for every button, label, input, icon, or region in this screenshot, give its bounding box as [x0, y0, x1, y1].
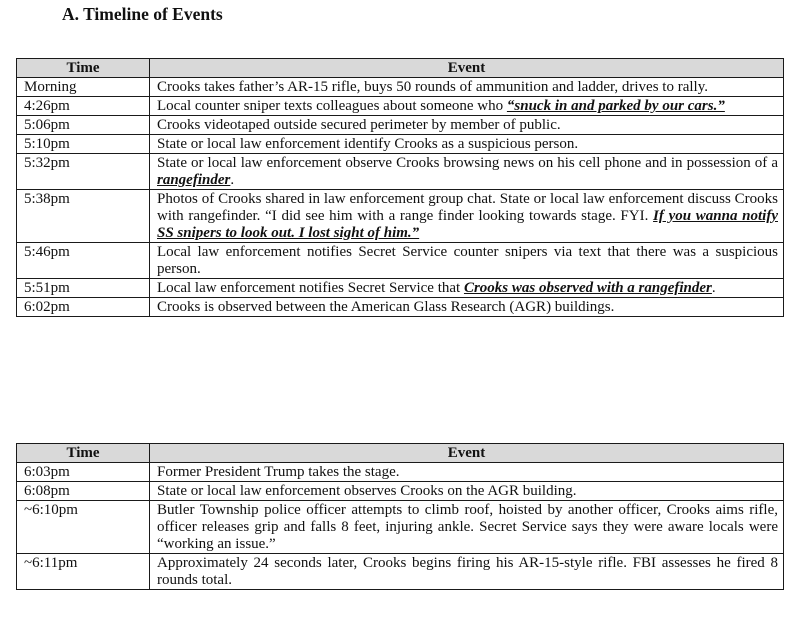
event-text: Crooks takes father’s AR-15 rifle, buys 50 rounds of ammunition and ladder, drives to rally.: [157, 79, 708, 95]
event-cell: [150, 279, 784, 298]
time-cell: 5:51pm: [17, 279, 150, 298]
time-column-header: Time: [17, 444, 150, 463]
event-text: Crooks is observed between the American Glass Research (AGR) buildings.: [157, 299, 615, 315]
table-row: [17, 501, 784, 554]
table-row: [17, 154, 784, 190]
event-cell: [150, 463, 784, 482]
time-cell: 5:38pm: [17, 190, 150, 243]
time-cell: 5:32pm: [17, 154, 150, 190]
event-column-header: Event: [150, 59, 784, 78]
event-text: Local counter sniper texts colleagues about someone who: [157, 98, 507, 114]
event-cell: [150, 97, 784, 116]
timeline-table-1: [16, 58, 784, 317]
event-cell: [150, 135, 784, 154]
time-cell: 5:06pm: [17, 116, 150, 135]
emphasized-quote: rangefinder: [157, 172, 231, 188]
event-cell: [150, 243, 784, 279]
header-row: [17, 444, 784, 463]
time-cell: 4:26pm: [17, 97, 150, 116]
event-text: Local law enforcement notifies Secret Service counter snipers via text that there was a suspicious person.: [157, 244, 778, 277]
time-column-header: Time: [17, 59, 150, 78]
table-row: [17, 482, 784, 501]
event-text: State or local law enforcement observe Crooks browsing news on his cell phone and in possession of a: [157, 155, 778, 171]
event-text: .: [711, 280, 716, 296]
time-cell: 5:46pm: [17, 243, 150, 279]
event-text: Crooks videotaped outside secured perimeter by member of public.: [157, 117, 561, 133]
timeline-table-2: [16, 443, 784, 590]
table-row: [17, 190, 784, 243]
event-text: Approximately 24 seconds later, Crooks begins firing his AR-15-style rifle. FBI assesses he fired 8 rounds total.: [157, 555, 778, 588]
event-cell: [150, 501, 784, 554]
emphasized-quote: Crooks was observed with a rangefinder: [463, 280, 712, 296]
time-cell: 6:02pm: [17, 298, 150, 317]
event-cell: [150, 78, 784, 97]
time-cell: Morning: [17, 78, 150, 97]
time-cell: ~6:11pm: [17, 554, 150, 590]
section-title: A. Timeline of Events: [62, 4, 223, 24]
timeline-table-1-body: [17, 78, 784, 317]
time-cell: ~6:10pm: [17, 501, 150, 554]
time-cell: 6:08pm: [17, 482, 150, 501]
event-text: Former President Trump takes the stage.: [157, 464, 400, 480]
table-row: [17, 463, 784, 482]
event-cell: [150, 554, 784, 590]
event-text: .: [230, 172, 235, 188]
emphasized-quote: If you wanna notify SS snipers to look out. I lost sight of him.”: [157, 208, 778, 241]
event-text: Butler Township police officer attempts to climb roof, hoisted by another officer, Crooks aims rifle, officer releases grip and falls 8 feet, injuring ankle. Secret Service says they were aware locals were “working an issue.”: [157, 502, 778, 552]
event-cell: [150, 482, 784, 501]
table-row: [17, 97, 784, 116]
event-text: Local law enforcement notifies Secret Service that: [157, 280, 464, 296]
time-cell: 5:10pm: [17, 135, 150, 154]
timeline-table-2-body: [17, 463, 784, 590]
time-cell: 6:03pm: [17, 463, 150, 482]
event-text: State or local law enforcement observes Crooks on the AGR building.: [157, 483, 577, 499]
table-row: [17, 554, 784, 590]
table-row: [17, 298, 784, 317]
table-row: [17, 135, 784, 154]
event-cell: [150, 154, 784, 190]
table-row: [17, 279, 784, 298]
event-cell: [150, 298, 784, 317]
event-cell: [150, 190, 784, 243]
table-row: [17, 78, 784, 97]
emphasized-quote: “snuck in and parked by our cars.”: [506, 98, 725, 114]
header-row: [17, 59, 784, 78]
table-row: [17, 116, 784, 135]
event-column-header: Event: [150, 444, 784, 463]
table-row: [17, 243, 784, 279]
event-text: State or local law enforcement identify Crooks as a suspicious person.: [157, 136, 579, 152]
event-text: Photos of Crooks shared in law enforcement group chat. State or local law enforcement discuss Crooks with rangefinder. “I did see him with a range finder looking towards stage. FYI.: [157, 191, 778, 224]
event-cell: [150, 116, 784, 135]
